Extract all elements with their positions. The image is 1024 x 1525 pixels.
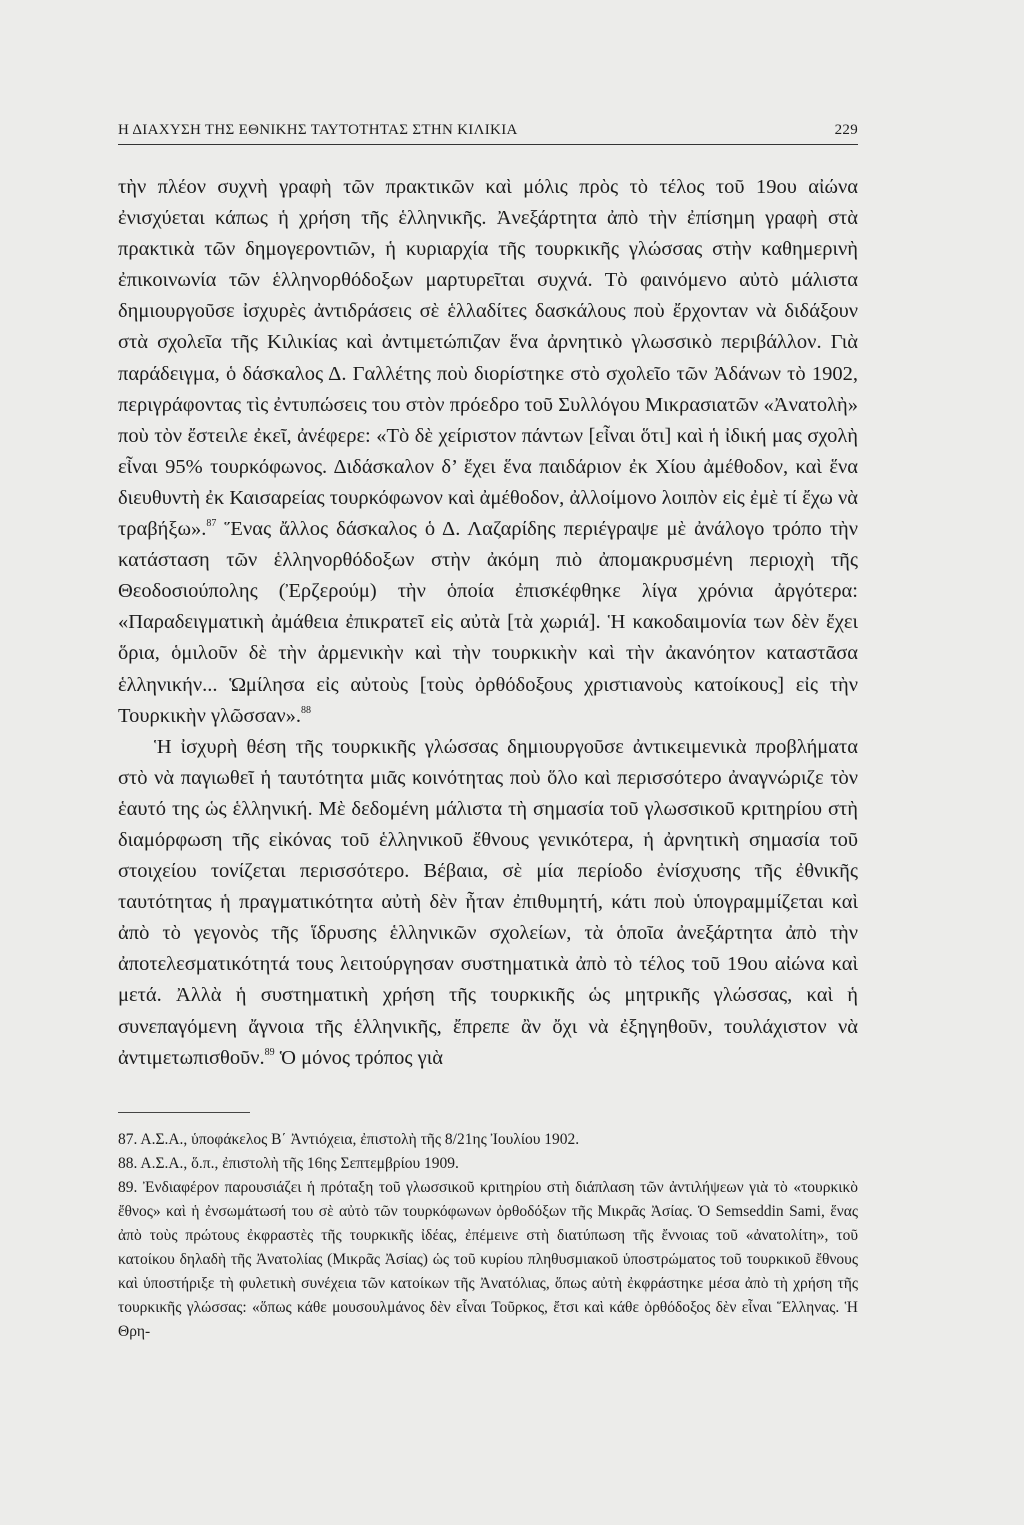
footnote-87 xyxy=(118,1128,858,1152)
footnote-89 xyxy=(118,1176,858,1344)
footnote-number: 88. xyxy=(118,1155,138,1172)
footnote-text: Α.Σ.Α., ὑποφάκελος Β΄ Ἀντιόχεια, ἐπιστολὴ τῆς 8/21ης Ἰουλίου 1902. xyxy=(137,1131,580,1148)
footnotes xyxy=(118,1128,858,1344)
paragraph-2 xyxy=(118,732,858,1074)
footnote-separator xyxy=(118,1112,250,1113)
body-text xyxy=(118,172,858,1074)
paragraph-2-text-a: Ἡ ἰσχυρὴ θέση τῆς τουρκικῆς γλώσσας δημιουργοῦσε ἀντικειμενικὰ προβλήματα στὸ νὰ παγιωθεῖ ἡ ταυτότητα μιᾶς κοινότητας ποὺ ὅλο καὶ περισσότερο ἀναγνώριζε τὸν ἑαυτό της ὡς ἑλληνική. Μὲ δεδομένη μάλιστα τὴ σημασία τοῦ γλωσσικοῦ κριτηρίου στὴ διαμόρφωση τῆς εἰκόνας τοῦ ἑλληνικοῦ ἔθνους γενικότερα, ἡ ἀρνητικὴ σημασία τοῦ στοιχείου τονίζεται περισσότερο. Βέβαια, σὲ μία περίοδο ἐνίσχυσης τῆς ἐθνικῆς ταυτότητας ἡ πραγματικότητα αὐτὴ δὲν ἦταν ἐπιθυμητή, κάτι ποὺ ὑπογραμμίζεται καὶ ἀπὸ τὸ γεγονὸς τῆς ἵδρυσης ἑλληνικῶν σχολείων, τὰ ὁποῖα ἀνεξάρτητα ἀπὸ τὴν ἀποτελεσματικότητά τους λειτούργησαν συστηματικὰ ἀπὸ τὸ τέλος τοῦ 19ου αἰώνα καὶ μετά. Ἀλλὰ ἡ συστηματικὴ χρήση τῆς τουρκικῆς ὡς μητρικῆς γλώσσας, καὶ ἡ συνεπαγόμενη ἄγνοια τῆς ἑλληνικῆς, ἔπρεπε ἂν ὄχι νὰ ἐξηγηθοῦν, τουλάχιστον νὰ ἀντιμετωπισθοῦν. xyxy=(118,735,858,1069)
footnote-88 xyxy=(118,1152,858,1176)
paragraph-1-text-a: τὴν πλέον συχνὴ γραφὴ τῶν πρακτικῶν καὶ μόλις πρὸς τὸ τέλος τοῦ 19ου αἰώνα ἐνισχύεται κάπως ἡ χρήση τῆς ἑλληνικῆς. Ἀνεξάρτητα ἀπὸ τὴν ἐπίσημη γραφὴ στὰ πρακτικὰ τῶν δημογεροντιῶν, ἡ κυριαρχία τῆς τουρκικῆς γλώσσας στὴν καθημερινὴ ἐπικοινωνία τῶν ἑλληνορθόδοξων μαρτυρεῖται συχνά. Τὸ φαινόμενο αὐτὸ μάλιστα δημιουργοῦσε ἰσχυρὲς ἀντιδράσεις σὲ ἑλλαδίτες δασκάλους ποὺ ἔρχονταν νὰ διδάξουν στὰ σχολεῖα τῆς Κιλικίας καὶ ἀντιμετώπιζαν ἕνα ἀρνητικὸ γλωσσικὸ περιβάλλον. Γιὰ παράδειγμα, ὁ δάσκαλος Δ. Γαλλέτης ποὺ διορίστηκε στὸ σχολεῖο τῶν Ἀδάνων τὸ 1902, περιγράφοντας τὶς ἐντυπώσεις του στὸν πρόεδρο τοῦ Συλλόγου Μικρασιατῶν «Ἀνατολὴ» ποὺ τὸν ἔστειλε ἐκεῖ, ἀνέφερε: «Τὸ δὲ χείριστον πάντων [εἶναι ὅτι] καὶ ἡ ἰδική μας σχολὴ εἶναι 95% τουρκόφωνος. Διδάσκαλον δ’ ἔχει ἕνα παιδάριον ἐκ Χίου ἀμέθοδον, καὶ ἕνα διευθυντὴ ἐκ Καισαρείας τουρκόφωνον καὶ ἀμέθοδον, ἀλλοίμονο λοιπὸν εἰς ἐμὲ τί ἔχω νὰ τραβήξω». xyxy=(118,176,858,541)
paragraph-1-text-b: Ἕνας ἄλλος δάσκαλος ὁ Δ. Λαζαρίδης περιέγραψε μὲ ἀνάλογο τρόπο τὴν κατάσταση τῶν ἑλληνορθόδοξων στὴν ἀκόμη πιὸ ἀπομακρυσμένη περιοχὴ τῆς Θεοδοσιούπολης (Ἐρζερούμ) τὴν ὁποία ἐπισκέφθηκε λίγα χρόνια ἀργότερα: «Παραδειγματικὴ ἀμάθεια ἐπικρατεῖ εἰς αὐτὰ [τὰ χωριά]. Ἡ κακοδαιμονία των δὲν ἔχει ὅρια, ὁμιλοῦν δὲ τὴν ἀρμενικὴν καὶ τὴν τουρκικὴν καὶ τὴν ἀκανόητον καταστᾶσα ἑλληνικήν... Ὡμίλησα εἰς αὐτοὺς [τοὺς ὀρθόδοξους χριστιανοὺς κατοίκους] εἰς τὴν Τουρκικὴν γλῶσσαν». xyxy=(118,518,858,727)
running-header xyxy=(118,120,858,145)
footnote-number: 89. xyxy=(118,1179,138,1196)
footnote-ref-87: 87 xyxy=(206,518,217,530)
running-title: Η ΔΙΑΧΥΣΗ ΤΗΣ ΕΘΝΙΚΗΣ ΤΑΥΤΟΤΗΤΑΣ ΣΤΗΝ ΚΙΛΙΚΙΑ xyxy=(118,122,518,138)
page-number: 229 xyxy=(834,122,858,138)
footnote-text: Ἐνδιαφέρον παρουσιάζει ἡ πρόταξη τοῦ γλωσσικοῦ κριτηρίου στὴ διάπλαση τῶν ἀντιλήψεων γιὰ τὸ «τουρκικὸ ἔθνος» καὶ ἡ ἐνσωμάτωσή του σὲ αὐτὸ τῶν τουρκόφωνων ὀρθοδόξων τῆς Μικρᾶς Ἀσίας. Ὁ Semseddin Sami, ἕνας ἀπὸ τοὺς πρώτους ἐκφραστὲς τῆς τουρκικῆς ἰδέας, ἐπέμεινε στὴ διατύπωση τῆς ἔννοιας τοῦ «ἀνατολίτη», τοῦ κατοίκου δηλαδὴ τῆς Ἀνατολίας (Μικρᾶς Ἀσίας) ὡς τοῦ κυρίου πληθυσμιακοῦ ὑποστρώματος τοῦ τουρκικοῦ ἔθνους καὶ ὑποστήριξε τὴ φυλετικὴ συνέχεια τῶν κατοίκων τῆς Ἀνατόλιας, ὅπως αὐτὴ ἐκφράστηκε μέσα ἀπὸ τὴ χρήση τῆς τουρκικῆς γλώσσας: «ὅπως κάθε μουσουλμάνος δὲν εἶναι Τοῦρκος, ἔτσι καὶ κάθε ὀρθόδοξος δὲν εἶναι Ἕλληνας. Ἡ Θρη- xyxy=(118,1179,858,1340)
footnote-ref-89: 89 xyxy=(264,1046,275,1058)
footnote-text: Α.Σ.Α., ὅ.π., ἐπιστολὴ τῆς 16ης Σεπτεμβρίου 1909. xyxy=(137,1155,459,1172)
footnote-ref-88: 88 xyxy=(301,704,312,716)
paragraph-1 xyxy=(118,172,858,732)
paragraph-2-text-b: Ὁ μόνος τρόπος γιὰ xyxy=(274,1046,443,1069)
footnote-number: 87. xyxy=(118,1131,138,1148)
